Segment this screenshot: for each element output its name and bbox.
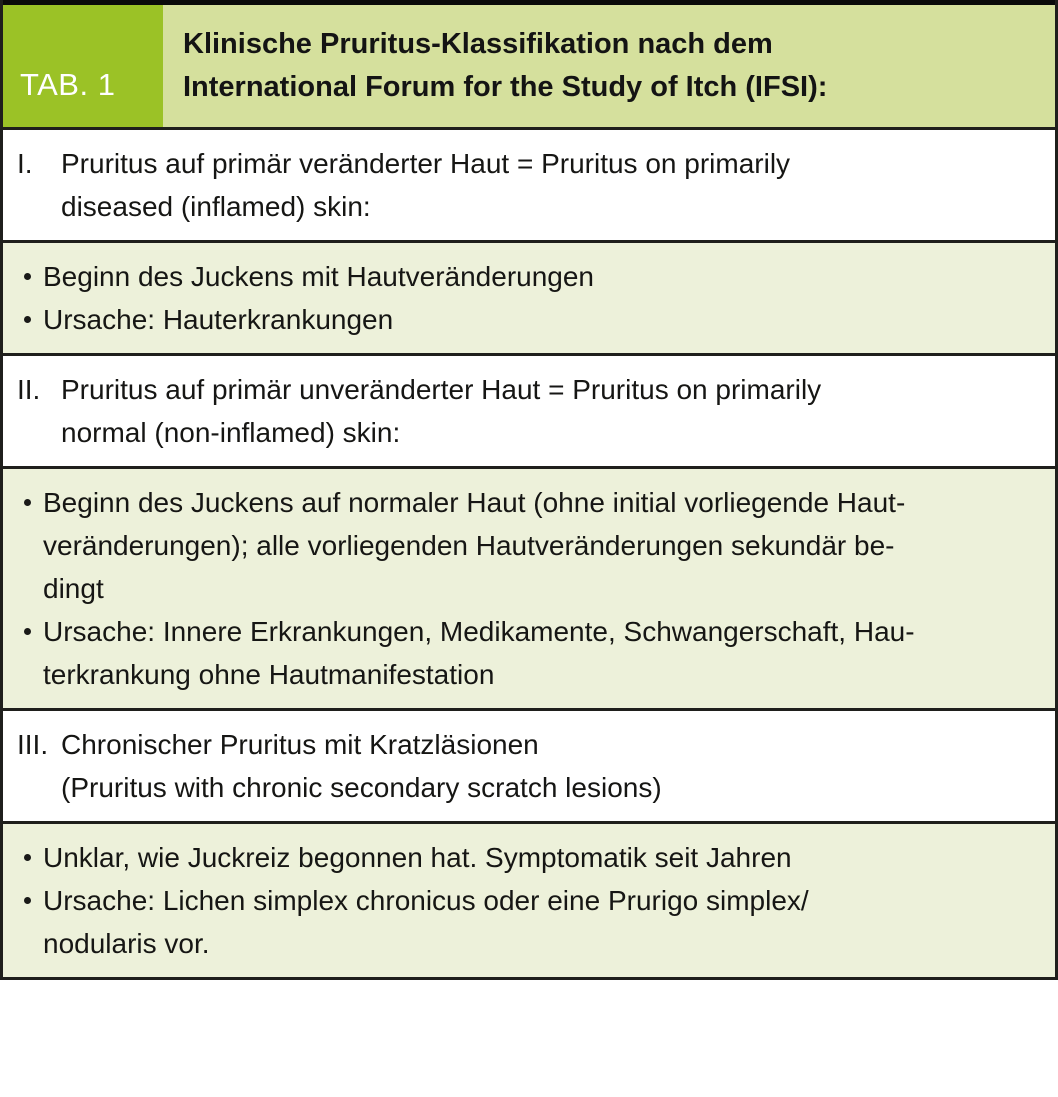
bullet-text — [43, 836, 1035, 879]
table-title-line-2: International Forum for the Study of Itch (IFSI): — [183, 71, 828, 103]
bullet-icon — [24, 499, 31, 506]
list-item — [17, 255, 1035, 298]
bullet-line: terkrankung ohne Hautmanifestation — [43, 659, 495, 690]
heading-line: Pruritus auf primär unveränderter Haut = Pruritus on primarily — [61, 374, 822, 405]
bullet-line: Beginn des Juckens mit Hautveränderungen — [43, 261, 595, 292]
heading-line: normal (non-inflamed) skin: — [61, 417, 401, 448]
section-heading-1 — [3, 127, 1055, 240]
list-item — [17, 610, 1035, 696]
section-heading-2-text — [61, 368, 1035, 454]
bullet-text — [43, 610, 1035, 696]
bullet-text — [43, 255, 1035, 298]
heading-line: diseased (inflamed) skin: — [61, 191, 371, 222]
bullet-line: Beginn des Juckens auf normaler Haut (ohne initial vorliegende Haut- — [43, 487, 906, 518]
list-item — [17, 481, 1035, 610]
heading-line: (Pruritus with chronic secondary scratch lesions) — [61, 772, 662, 803]
heading-line: Pruritus auf primär veränderter Haut = Pruritus on primarily — [61, 148, 791, 179]
bullet-line: Ursache: Lichen simplex chronicus oder eine Prurigo simplex/ — [43, 885, 809, 916]
list-item — [17, 879, 1035, 965]
list-item — [17, 836, 1035, 879]
bullet-icon — [24, 273, 31, 280]
table-tag-cell — [3, 5, 163, 127]
section-heading-3-text — [61, 723, 1035, 809]
bullet-line: Ursache: Innere Erkrankungen, Medikamente, Schwangerschaft, Hau- — [43, 616, 915, 647]
heading-line: Chronischer Pruritus mit Kratzläsionen — [61, 729, 539, 760]
bullet-icon — [24, 628, 31, 635]
section-heading-2 — [3, 353, 1055, 466]
bullet-line: dingt — [43, 573, 104, 604]
section-heading-3 — [3, 708, 1055, 821]
bullet-text — [43, 298, 1035, 341]
bullet-section-3 — [3, 821, 1055, 977]
bullet-line: nodularis vor. — [43, 928, 210, 959]
table-title-cell — [163, 5, 1055, 127]
section-numeral-1: I. — [17, 148, 33, 179]
bullet-icon — [24, 897, 31, 904]
bullet-text — [43, 879, 1035, 965]
bullet-section-2 — [3, 466, 1055, 708]
section-numeral-2: II. — [17, 374, 41, 405]
table-header — [3, 5, 1055, 127]
table-title-line-1: Klinische Pruritus-Klassifikation nach dem — [183, 28, 773, 60]
list-item — [17, 298, 1035, 341]
section-heading-1-text — [61, 142, 1035, 228]
bullet-text — [43, 481, 1035, 610]
section-numeral-3: III. — [17, 729, 49, 760]
bullet-icon — [24, 316, 31, 323]
bullet-section-1 — [3, 240, 1055, 353]
bullet-line: veränderungen); alle vorliegenden Hautveränderungen sekundär be- — [43, 530, 895, 561]
bullet-line: Unklar, wie Juckreiz begonnen hat. Symptomatik seit Jahren — [43, 842, 792, 873]
table-tag-label: TAB. 1 — [20, 67, 116, 102]
bullet-icon — [24, 854, 31, 861]
bullet-line: Ursache: Hauterkrankungen — [43, 304, 394, 335]
